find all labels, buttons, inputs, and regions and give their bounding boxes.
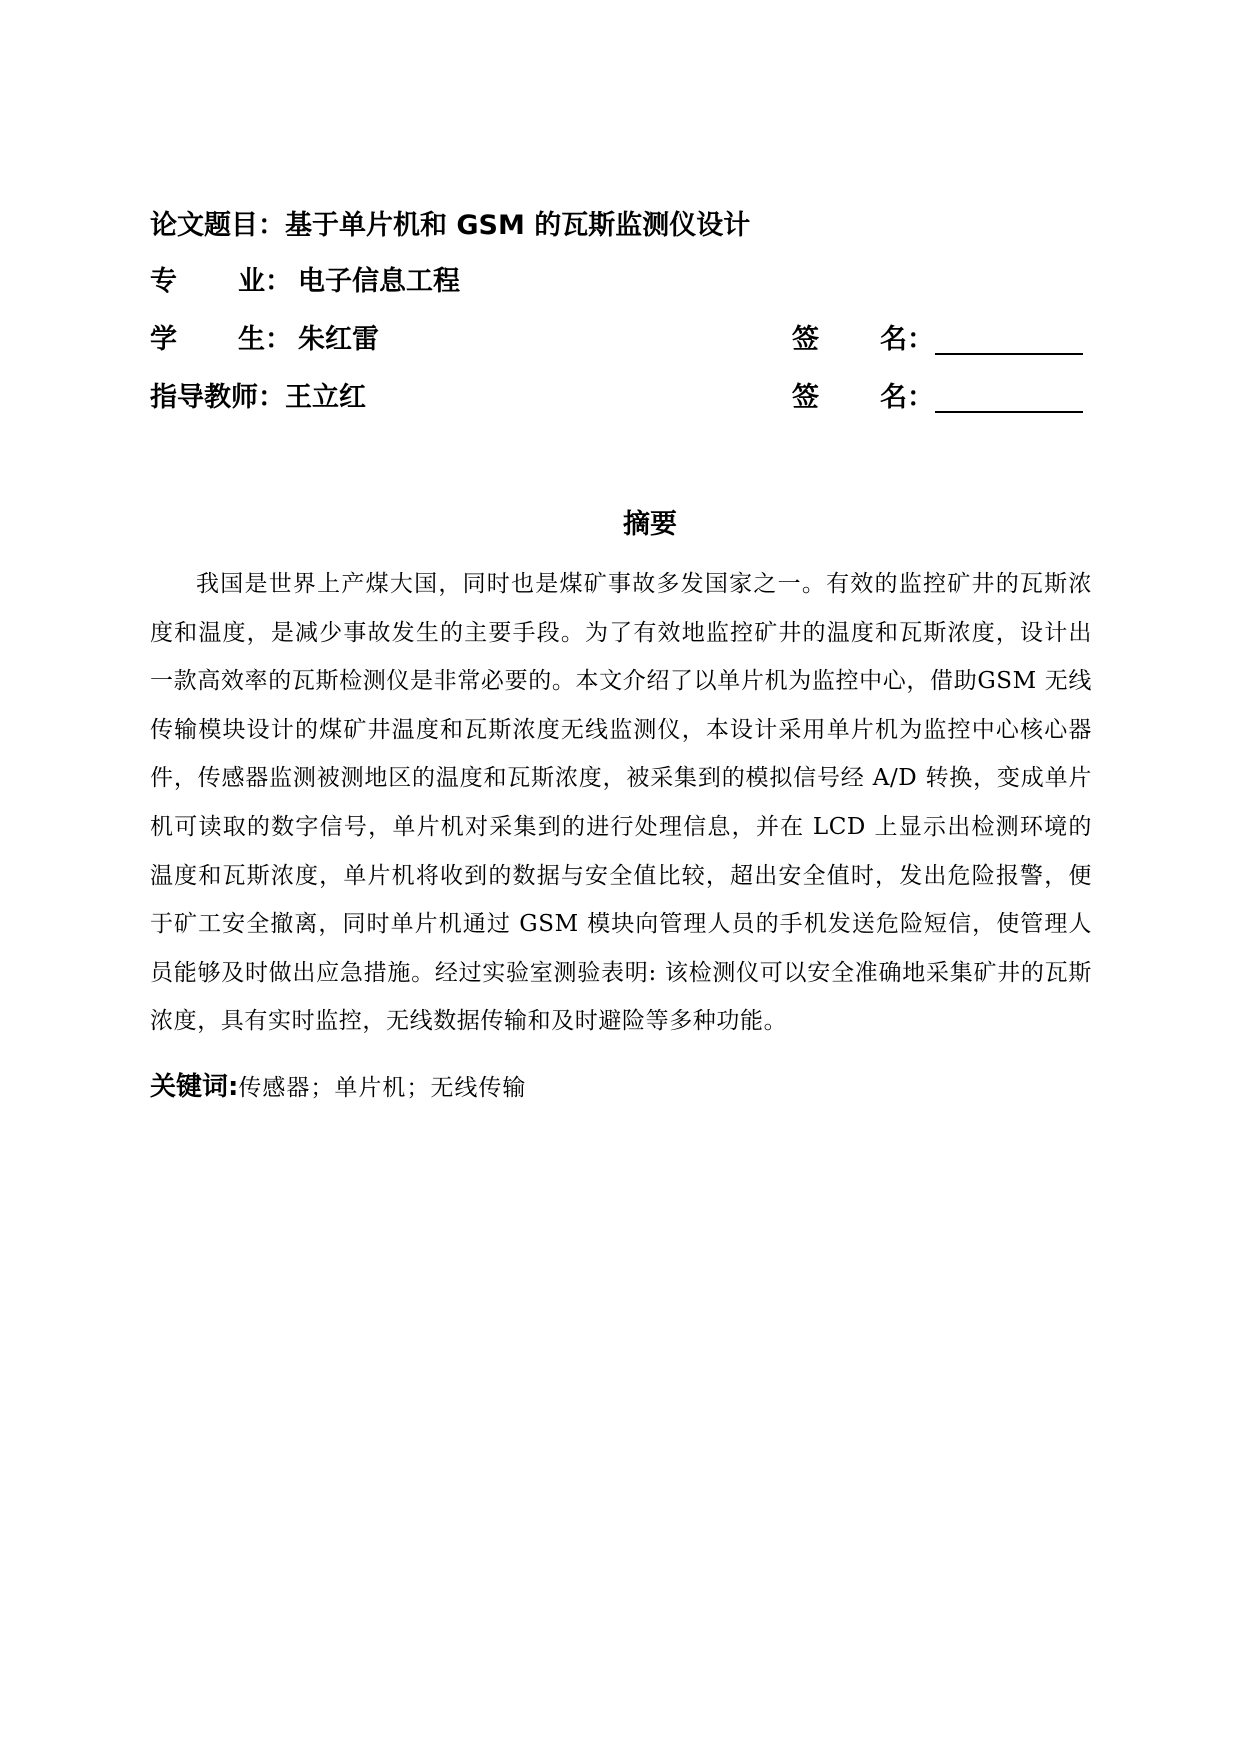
advisor-value: 王立红 (285, 382, 366, 413)
major-row (150, 262, 460, 302)
keywords-value: 传感器；单片机；无线传输 (238, 1075, 527, 1101)
student-label-last: 生： (238, 324, 292, 355)
major-label-last: 业： (238, 266, 292, 297)
student-row (150, 320, 379, 360)
advisor-signature-label (792, 378, 934, 418)
thesis-title-label: 论文题目： (150, 210, 285, 241)
student-signature-line (935, 353, 1083, 355)
advisor-row (150, 378, 366, 418)
advisor-label: 指导教师： (150, 382, 285, 413)
thesis-title-row (150, 206, 750, 246)
abstract-body: 我国是世界上产煤大国，同时也是煤矿事故多发国家之一。有效的监控矿井的瓦斯浓度和温度，是减少事故发生的主要手段。为了有效地监控矿井的温度和瓦斯浓度，设计出一款高效率的瓦斯检测仪是非常必要的。本文介绍了以单片机为监控中心，借助GSM 无线传输模块设计的煤矿井温度和瓦斯浓度无线监测仪，本设计采用单片机为监控中心核心器件，传感器监测被测地区的温度和瓦斯浓度，被采集到的模拟信号经 A/D 转换，变成单片机可读取的数字信号，单片机对采集到的进行处理信息，并在 LCD 上显示出检测环境的温度和瓦斯浓度，单片机将收到的数据与安全值比较，超出安全值时，发出危险报警，便于矿工安全撤离，同时单片机通过 GSM 模块向管理人员的手机发送危险短信，使管理人员能够及时做出应急措施。经过实验室测验表明: 该检测仪可以安全准确地采集矿井的瓦斯浓度，具有实时监控，无线数据传输和及时避险等多种功能。 (150, 571, 1092, 1035)
abstract-title: 摘要 (623, 509, 677, 540)
student-label-first: 学 (150, 324, 177, 355)
keywords-row (150, 1067, 526, 1108)
student-signature-label (792, 320, 934, 360)
student-label (150, 320, 298, 360)
major-value: 电子信息工程 (298, 266, 460, 297)
advisor-signature-line (935, 411, 1083, 413)
keywords-label: 关键词: (150, 1072, 239, 1102)
student-signature-label-first: 签 (792, 324, 819, 355)
thesis-title-value: 基于单片机和 GSM 的瓦斯监测仪设计 (285, 210, 751, 241)
advisor-signature-label-first: 签 (792, 382, 819, 413)
advisor-signature-label-last: 名： (880, 382, 934, 413)
major-label-first: 专 (150, 266, 177, 297)
student-signature-label-last: 名： (880, 324, 934, 355)
major-label (150, 262, 298, 302)
student-value: 朱红雷 (298, 324, 379, 355)
